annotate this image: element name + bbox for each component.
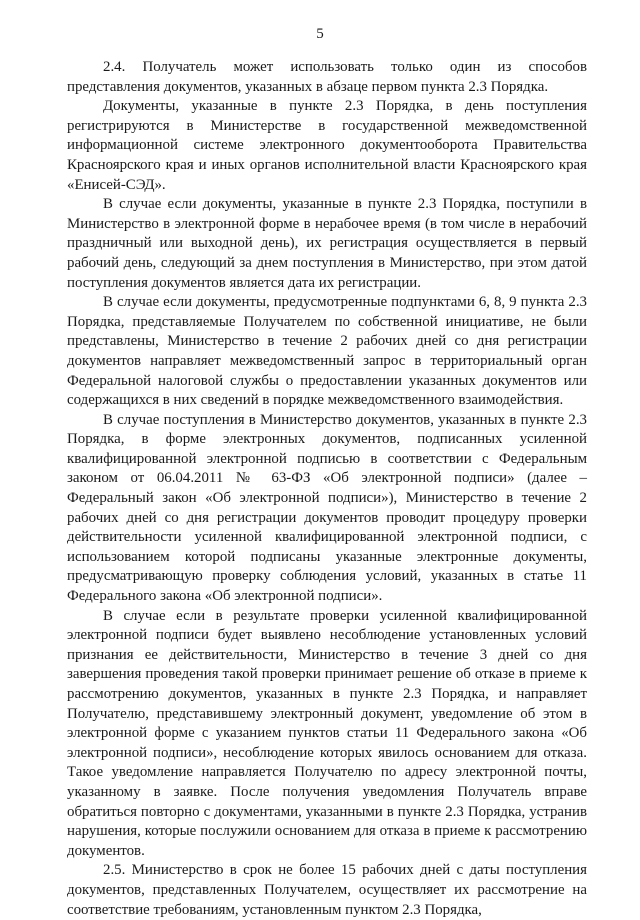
paragraph-signature-invalid: В случае если в результате проверки усиленной квалифицированной электронной подписи будет выявлено несоблюдение установленных условий признания ее действительности, Министерство в течение 3 дней со дня завершения проведения такой проверки принимает решение об отказе в приеме к рассмотрению документов, указанных в пункте 2.3 Порядка, и направляет Получателю, представившему электронный документ, уведомление об этом в электронной форме с указанием пунктов статьи 11 Федерального закона «Об электронной подписи», несоблюдение которых явилось основанием для отказа. Такое уведомление направляется Получателю по адресу электронной почты, указанному в заявке. После получения уведомления Получатель вправе обратиться повторно с документами, указанными в пункте 2.3 Порядка, устранив нарушения, которые послужили основанием для отказа в приеме к рассмотрению документов. xyxy=(67,607,587,859)
paragraph-nonworking-time: В случае если документы, указанные в пункте 2.3 Порядка, поступили в Министерство в электронной форме в нерабочее время (в том числе в нерабочий праздничный или выходной день), их регистрация осуществляется в первый рабочий день, следующий за днем поступления в Министерство, при этом датой поступления документов является дата их регистрации. xyxy=(67,196,587,291)
paragraph-2-4: 2.4. Получатель может использовать только один из способов представления документов, указанных в абзаце первом пункта 2.3 Порядка. xyxy=(67,59,587,95)
paragraph-signature-check: В случае поступления в Министерство документов, указанных в пункте 2.3 Порядка, в форме электронных документов, подписанных усиленной квалифицированной электронной подписью в соответствии с Федеральным законом от 06.04.2011 № 63-ФЗ «Об электронной подписи» (далее – Федеральный закон «Об электронной подписи»), Министерство в течение 2 рабочих дней со дня регистрации документов проводит процедуру проверки действительности усиленной квалифицированной электронной подписи, с использованием которой подписаны указанные электронные документы, предусматривающую проверку соблюдения условий, указанных в статье 11 Федерального закона «Об электронной подписи». xyxy=(67,411,587,605)
page-number: 5 xyxy=(316,26,324,42)
paragraph-registration: Документы, указанные в пункте 2.3 Порядка, в день поступления регистрируются в Министерстве в государственной межведомственной информационной системе электронного документооборота Правительства Красноярского края и иных органов исполнительной власти Красноярского края «Енисей-СЭД». xyxy=(67,98,587,193)
document-body xyxy=(67,58,587,920)
paragraph-interagency-request: В случае если документы, предусмотренные подпунктами 6, 8, 9 пункта 2.3 Порядка, представляемые Получателем по собственной инициативе, не были представлены, Министерство в течение 2 рабочих дней со дня регистрации документов направляет межведомственный запрос в территориальный орган Федеральной налоговой службы о предоставлении указанных документов или содержащихся в них сведений в порядке межведомственного взаимодействия. xyxy=(67,294,587,409)
paragraph-2-5: 2.5. Министерство в срок не более 15 рабочих дней с даты поступления документов, представленных Получателем, осуществляет их рассмотрение на соответствие требованиям, установленным пунктом 2.3 Порядка, xyxy=(67,862,587,918)
